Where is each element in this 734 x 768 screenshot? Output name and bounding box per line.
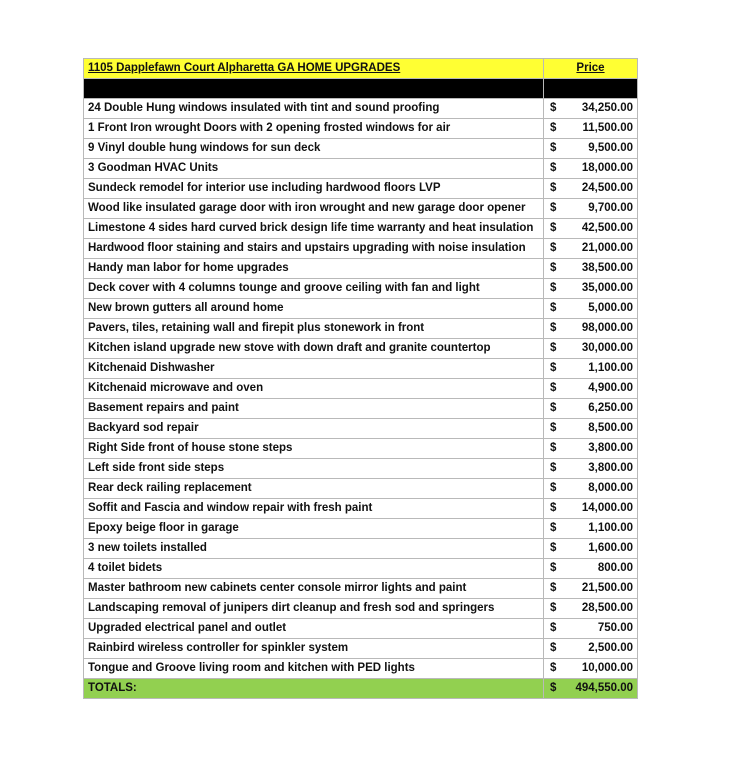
item-price-cell (544, 319, 638, 339)
item-description: Rainbird wireless controller for spinkler system (84, 639, 544, 659)
item-price: 21,500.00 (581, 582, 633, 594)
item-price: 5,000.00 (588, 302, 633, 314)
totals-amount: 494,550.00 (575, 682, 633, 694)
item-price: 38,500.00 (581, 262, 633, 274)
item-price-cell (544, 579, 638, 599)
table-row (84, 239, 638, 259)
item-description: Upgraded electrical panel and outlet (84, 619, 544, 639)
item-price-cell (544, 479, 638, 499)
table-row (84, 539, 638, 559)
currency-symbol: $ (550, 302, 557, 314)
currency-symbol: $ (550, 282, 557, 294)
currency-symbol: $ (550, 162, 557, 174)
currency-symbol: $ (550, 582, 557, 594)
item-price-cell (544, 279, 638, 299)
item-price: 24,500.00 (581, 182, 633, 194)
item-description: Kitchenaid microwave and oven (84, 379, 544, 399)
item-price: 9,500.00 (588, 142, 633, 154)
item-description: Soffit and Fascia and window repair with fresh paint (84, 499, 544, 519)
item-price-cell (544, 259, 638, 279)
currency-symbol: $ (550, 382, 557, 394)
currency-symbol: $ (550, 622, 557, 634)
item-price-cell (544, 99, 638, 119)
table-row (84, 319, 638, 339)
item-price: 30,000.00 (581, 342, 633, 354)
item-description: Rear deck railing replacement (84, 479, 544, 499)
item-price: 6,250.00 (588, 402, 633, 414)
table-row (84, 419, 638, 439)
item-price-cell (544, 379, 638, 399)
item-description: Kitchenaid Dishwasher (84, 359, 544, 379)
currency-symbol: $ (550, 362, 557, 374)
table-row (84, 499, 638, 519)
item-description: Epoxy beige floor in garage (84, 519, 544, 539)
price-column-header: Price (544, 59, 638, 79)
item-price: 1,600.00 (588, 542, 633, 554)
item-price: 8,000.00 (588, 482, 633, 494)
totals-row (84, 679, 638, 699)
item-price-cell (544, 339, 638, 359)
currency-symbol: $ (550, 502, 557, 514)
item-description: Deck cover with 4 columns tounge and groove ceiling with fan and light (84, 279, 544, 299)
title-row (84, 59, 638, 79)
item-description: 4 toilet bidets (84, 559, 544, 579)
item-price-cell (544, 119, 638, 139)
item-price-cell (544, 219, 638, 239)
currency-symbol: $ (550, 562, 557, 574)
table-row (84, 439, 638, 459)
item-price: 35,000.00 (581, 282, 633, 294)
item-description: Limestone 4 sides hard curved brick design life time warranty and heat insulation (84, 219, 544, 239)
item-price-cell (544, 499, 638, 519)
item-price: 98,000.00 (581, 322, 633, 334)
currency-symbol: $ (550, 522, 557, 534)
currency-symbol: $ (550, 262, 557, 274)
table-row (84, 259, 638, 279)
table-row (84, 579, 638, 599)
table-row (84, 479, 638, 499)
table-row (84, 99, 638, 119)
item-description: Basement repairs and paint (84, 399, 544, 419)
item-price: 3,800.00 (588, 442, 633, 454)
table-row (84, 279, 638, 299)
currency-symbol: $ (550, 402, 557, 414)
item-price-cell (544, 399, 638, 419)
table-row (84, 599, 638, 619)
item-description: 3 Goodman HVAC Units (84, 159, 544, 179)
divider-cell (84, 79, 544, 99)
sheet-title: 1105 Dapplefawn Court Alpharetta GA HOME UPGRADES (84, 59, 544, 79)
item-price: 42,500.00 (581, 222, 633, 234)
item-price: 750.00 (597, 622, 633, 634)
item-description: Pavers, tiles, retaining wall and firepit plus stonework in front (84, 319, 544, 339)
item-price-cell (544, 359, 638, 379)
table-row (84, 519, 638, 539)
item-price: 28,500.00 (581, 602, 633, 614)
item-price: 1,100.00 (588, 362, 633, 374)
currency-symbol: $ (550, 462, 557, 474)
item-description: Kitchen island upgrade new stove with down draft and granite countertop (84, 339, 544, 359)
item-description: Master bathroom new cabinets center console mirror lights and paint (84, 579, 544, 599)
table-row (84, 399, 638, 419)
table-row (84, 459, 638, 479)
item-description: 3 new toilets installed (84, 539, 544, 559)
item-description: Landscaping removal of junipers dirt cleanup and fresh sod and springers (84, 599, 544, 619)
item-price: 2,500.00 (588, 642, 633, 654)
table-row (84, 119, 638, 139)
item-price: 10,000.00 (581, 662, 633, 674)
item-description: Right Side front of house stone steps (84, 439, 544, 459)
currency-symbol: $ (550, 342, 557, 354)
totals-label: TOTALS: (84, 679, 544, 699)
currency-symbol: $ (550, 322, 557, 334)
table-row (84, 179, 638, 199)
item-description: 24 Double Hung windows insulated with tint and sound proofing (84, 99, 544, 119)
item-description: Wood like insulated garage door with iron wrought and new garage door opener (84, 199, 544, 219)
currency-symbol: $ (550, 642, 557, 654)
item-price-cell (544, 199, 638, 219)
item-description: Tongue and Groove living room and kitchen with PED lights (84, 659, 544, 679)
currency-symbol: $ (550, 102, 557, 114)
item-price-cell (544, 159, 638, 179)
item-price: 34,250.00 (581, 102, 633, 114)
table-row (84, 159, 638, 179)
item-price: 8,500.00 (588, 422, 633, 434)
table-row (84, 559, 638, 579)
item-price-cell (544, 139, 638, 159)
upgrades-table (83, 58, 638, 699)
table-row (84, 199, 638, 219)
currency-symbol: $ (550, 242, 557, 254)
item-description: Backyard sod repair (84, 419, 544, 439)
item-price: 1,100.00 (588, 522, 633, 534)
item-description: Hardwood floor staining and stairs and upstairs upgrading with noise insulation (84, 239, 544, 259)
item-price: 3,800.00 (588, 462, 633, 474)
item-price-cell (544, 519, 638, 539)
totals-price-cell (544, 679, 638, 699)
item-price-cell (544, 599, 638, 619)
item-description: Sundeck remodel for interior use including hardwood floors LVP (84, 179, 544, 199)
item-description: New brown gutters all around home (84, 299, 544, 319)
table-row (84, 139, 638, 159)
table-row (84, 299, 638, 319)
item-price: 18,000.00 (581, 162, 633, 174)
table-row (84, 219, 638, 239)
currency-symbol: $ (550, 682, 557, 694)
table-row (84, 339, 638, 359)
item-description: 1 Front Iron wrought Doors with 2 opening frosted windows for air (84, 119, 544, 139)
item-price: 21,000.00 (581, 242, 633, 254)
divider-cell (544, 79, 638, 99)
currency-symbol: $ (550, 442, 557, 454)
table-row (84, 379, 638, 399)
item-description: Left side front side steps (84, 459, 544, 479)
currency-symbol: $ (550, 122, 557, 134)
item-price: 11,500.00 (582, 122, 633, 134)
item-price-cell (544, 419, 638, 439)
item-price-cell (544, 539, 638, 559)
item-price-cell (544, 559, 638, 579)
divider-row (84, 79, 638, 99)
currency-symbol: $ (550, 422, 557, 434)
item-price: 14,000.00 (581, 502, 633, 514)
table-row (84, 659, 638, 679)
currency-symbol: $ (550, 602, 557, 614)
item-price: 4,900.00 (588, 382, 633, 394)
table-row (84, 639, 638, 659)
item-price-cell (544, 299, 638, 319)
item-price: 9,700.00 (588, 202, 633, 214)
item-price-cell (544, 239, 638, 259)
item-description: Handy man labor for home upgrades (84, 259, 544, 279)
currency-symbol: $ (550, 662, 557, 674)
table-body (84, 59, 638, 699)
item-price-cell (544, 459, 638, 479)
item-description: 9 Vinyl double hung windows for sun deck (84, 139, 544, 159)
item-price-cell (544, 179, 638, 199)
currency-symbol: $ (550, 142, 557, 154)
item-price-cell (544, 439, 638, 459)
item-price-cell (544, 659, 638, 679)
currency-symbol: $ (550, 222, 557, 234)
currency-symbol: $ (550, 542, 557, 554)
currency-symbol: $ (550, 202, 557, 214)
currency-symbol: $ (550, 182, 557, 194)
currency-symbol: $ (550, 482, 557, 494)
item-price-cell (544, 639, 638, 659)
table-row (84, 359, 638, 379)
item-price: 800.00 (597, 562, 633, 574)
item-price-cell (544, 619, 638, 639)
table-row (84, 619, 638, 639)
